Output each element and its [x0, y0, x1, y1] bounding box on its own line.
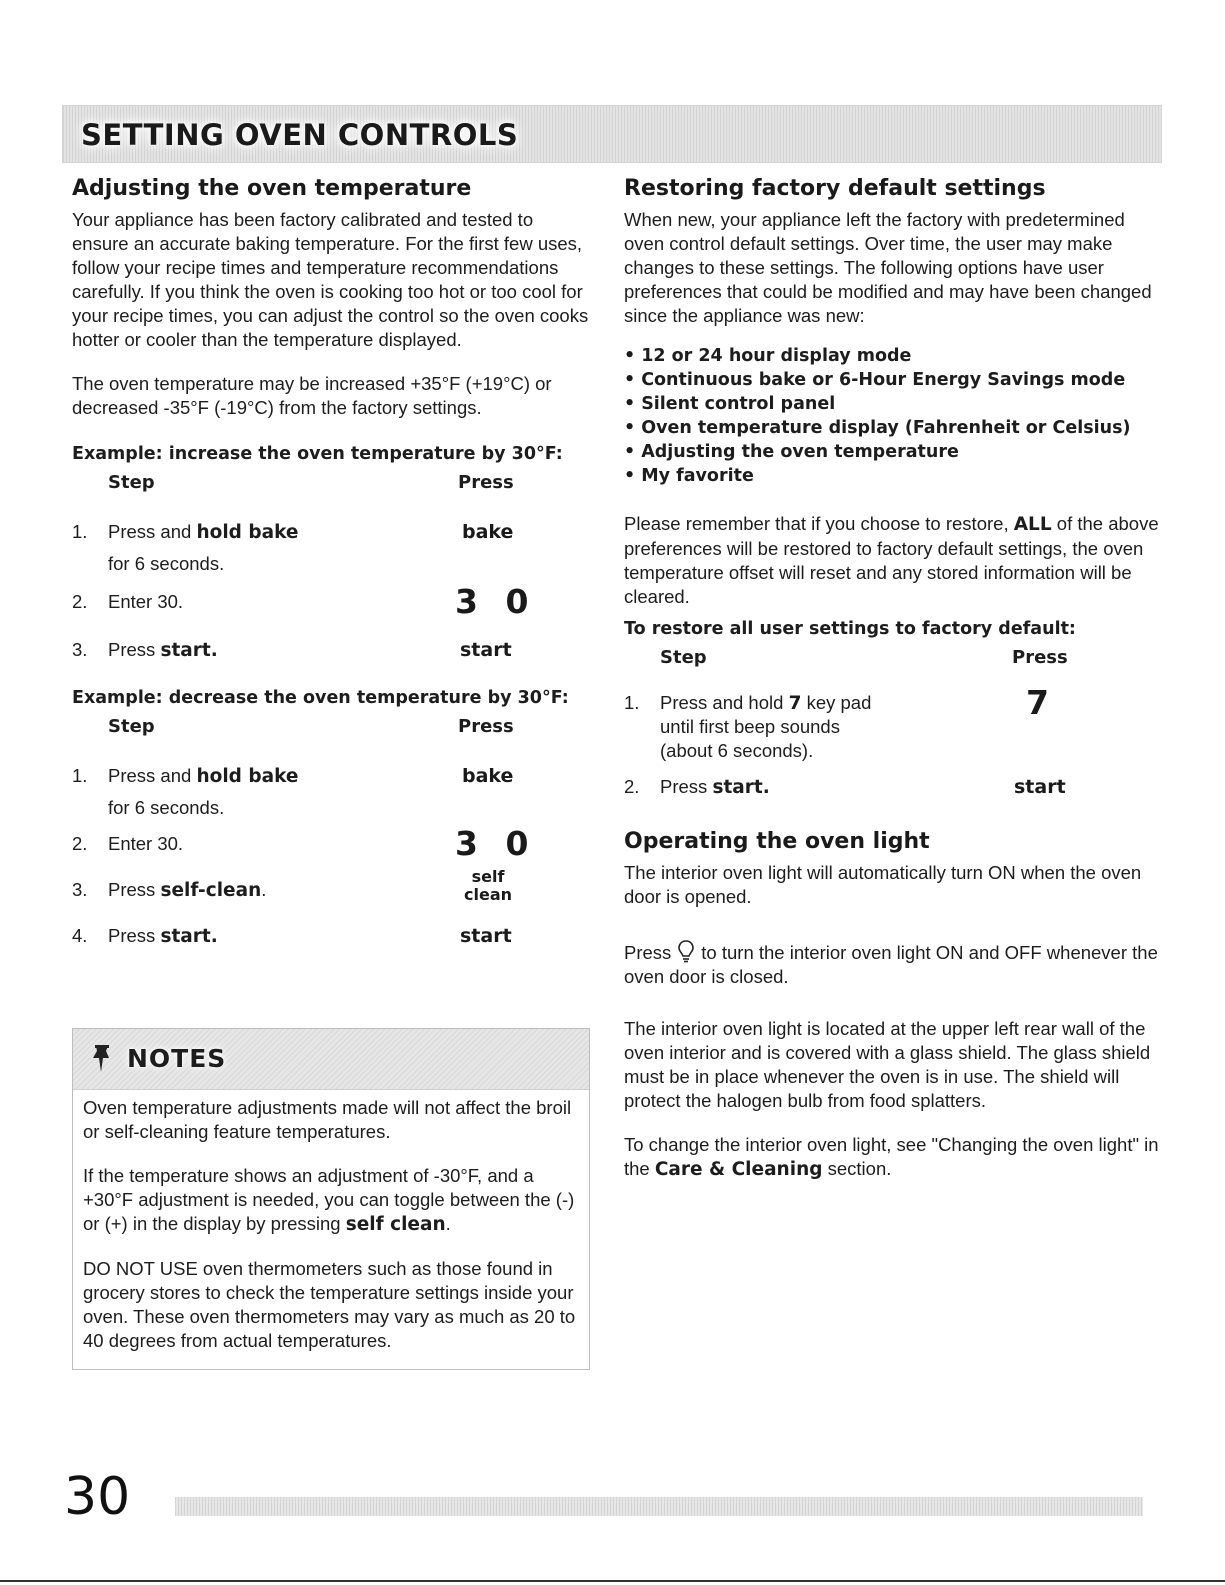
list-item: • 12 or 24 hour display mode	[624, 344, 1159, 368]
bake-key: bake	[462, 765, 514, 787]
heading-oven-light: Operating the oven light	[624, 829, 930, 854]
list-item: • Continuous bake or 6-Hour Energy Savings mode	[624, 368, 1159, 392]
example-decrease-headers	[72, 710, 592, 742]
user-preferences-list	[624, 344, 1159, 488]
notes-paragraph: DO NOT USE oven thermometers such as those found in grocery stores to check the temperature settings inside your oven. These oven thermometers may vary as much as 20 to 40 degrees from actual temperatures.	[83, 1258, 576, 1351]
list-item: • Adjusting the oven temperature	[624, 440, 1159, 464]
digit-keys: 3 0	[455, 582, 537, 621]
step-header: Step	[108, 472, 155, 493]
list-item: • My favorite	[624, 464, 1159, 488]
notes-header	[73, 1029, 589, 1090]
start-key: start	[460, 639, 512, 661]
example-increase-steps: 1. Press and hold bake for 6 seconds. bake 2. Enter 30. 3 0 3. Press start. start	[72, 521, 537, 661]
adjusting-range-paragraph: The oven temperature may be increased +35°F (+19°C) or decreased -35°F (-19°C) from the factory settings.	[72, 373, 552, 418]
pushpin-icon	[87, 1043, 117, 1075]
bake-key: bake	[462, 521, 514, 543]
heading-restoring-defaults: Restoring factory default settings	[624, 176, 1046, 201]
restore-warning-paragraph: Please remember that if you choose to restore, ALL of the above preferences will be restored to factory default settings, the oven temperature offset will reset and any stored information will be cleared.	[624, 513, 1159, 607]
notes-body	[73, 1090, 589, 1353]
list-item: • Oven temperature display (Fahrenheit or Celsius)	[624, 416, 1159, 440]
heading-adjusting-temperature: Adjusting the oven temperature	[72, 176, 472, 201]
restoring-intro-paragraph: When new, your appliance left the factory with predetermined oven control default settings. Over time, the user may make changes to these settings. The following options have user preferences that could be modified and may have been changed since the appliance was new:	[624, 209, 1152, 326]
notes-title: NOTES	[127, 1044, 227, 1073]
section-banner	[62, 105, 1162, 163]
example-decrease-steps: 1. Press and hold bake for 6 seconds. bake 2. Enter 30. 3 0 3. Press self-clean. self clean 4. Press start. start	[72, 765, 537, 947]
seven-key: 7	[1026, 683, 1057, 722]
footer-bar	[175, 1497, 1143, 1516]
bottom-divider	[0, 1580, 1225, 1582]
left-column	[72, 174, 592, 952]
example-decrease-title: Example: decrease the oven temperature by 30°F:	[72, 688, 569, 708]
restore-steps-headers	[624, 641, 1159, 673]
restore-steps: 1. Press and hold 7 key pad until first beep sounds (about 6 seconds). 7 2. Press start. start	[624, 683, 1066, 798]
oven-light-icon	[677, 939, 695, 963]
oven-light-paragraph: To change the interior oven light, see "Changing the oven light" in the Care & Cleaning section.	[624, 1134, 1159, 1180]
oven-light-paragraph: The interior oven light is located at the upper left rear wall of the oven interior and is covered with a glass shield. The glass shield must be in place whenever the oven is in use. The shield will protect the halogen bulb from food splatters.	[624, 1018, 1151, 1111]
right-column	[624, 174, 1159, 1182]
self-clean-key: self clean	[464, 867, 513, 904]
oven-light-paragraph: The interior oven light will automatically turn ON when the oven door is opened.	[624, 862, 1142, 907]
restore-steps-title: To restore all user settings to factory default:	[624, 619, 1076, 639]
press-header: Press	[458, 472, 514, 493]
adjusting-intro-paragraph: Your appliance has been factory calibrated and tested to ensure an accurate baking temperature. For the first few uses, follow your recipe times and temperature recommendations carefully. If you think the oven is cooking too hot or too cool for your recipe times, you can adjust the control so the oven cooks hotter or cooler than the temperature displayed.	[72, 209, 589, 350]
press-header: Press	[1012, 647, 1068, 668]
step-header: Step	[660, 647, 707, 668]
notes-paragraph: If the temperature shows an adjustment of -30°F, and a +30°F adjustment is needed, you can toggle between the (-) or (+) in the display by pressing self clean.	[83, 1165, 575, 1235]
example-increase-headers	[72, 466, 592, 498]
list-item: • Silent control panel	[624, 392, 1159, 416]
start-key: start	[460, 925, 512, 947]
example-increase-title: Example: increase the oven temperature by 30°F:	[72, 444, 563, 464]
press-header: Press	[458, 716, 514, 737]
page-number: 30	[64, 1467, 131, 1527]
oven-light-paragraph: Press to turn the interior oven light ON and OFF whenever the oven door is closed.	[624, 939, 1159, 989]
section-title: SETTING OVEN CONTROLS	[81, 118, 519, 152]
start-key: start	[1014, 776, 1066, 798]
notes-box	[72, 1028, 590, 1370]
step-header: Step	[108, 716, 155, 737]
notes-paragraph: Oven temperature adjustments made will not affect the broil or self-cleaning feature temperatures.	[83, 1097, 572, 1142]
digit-keys: 3 0	[455, 824, 537, 863]
